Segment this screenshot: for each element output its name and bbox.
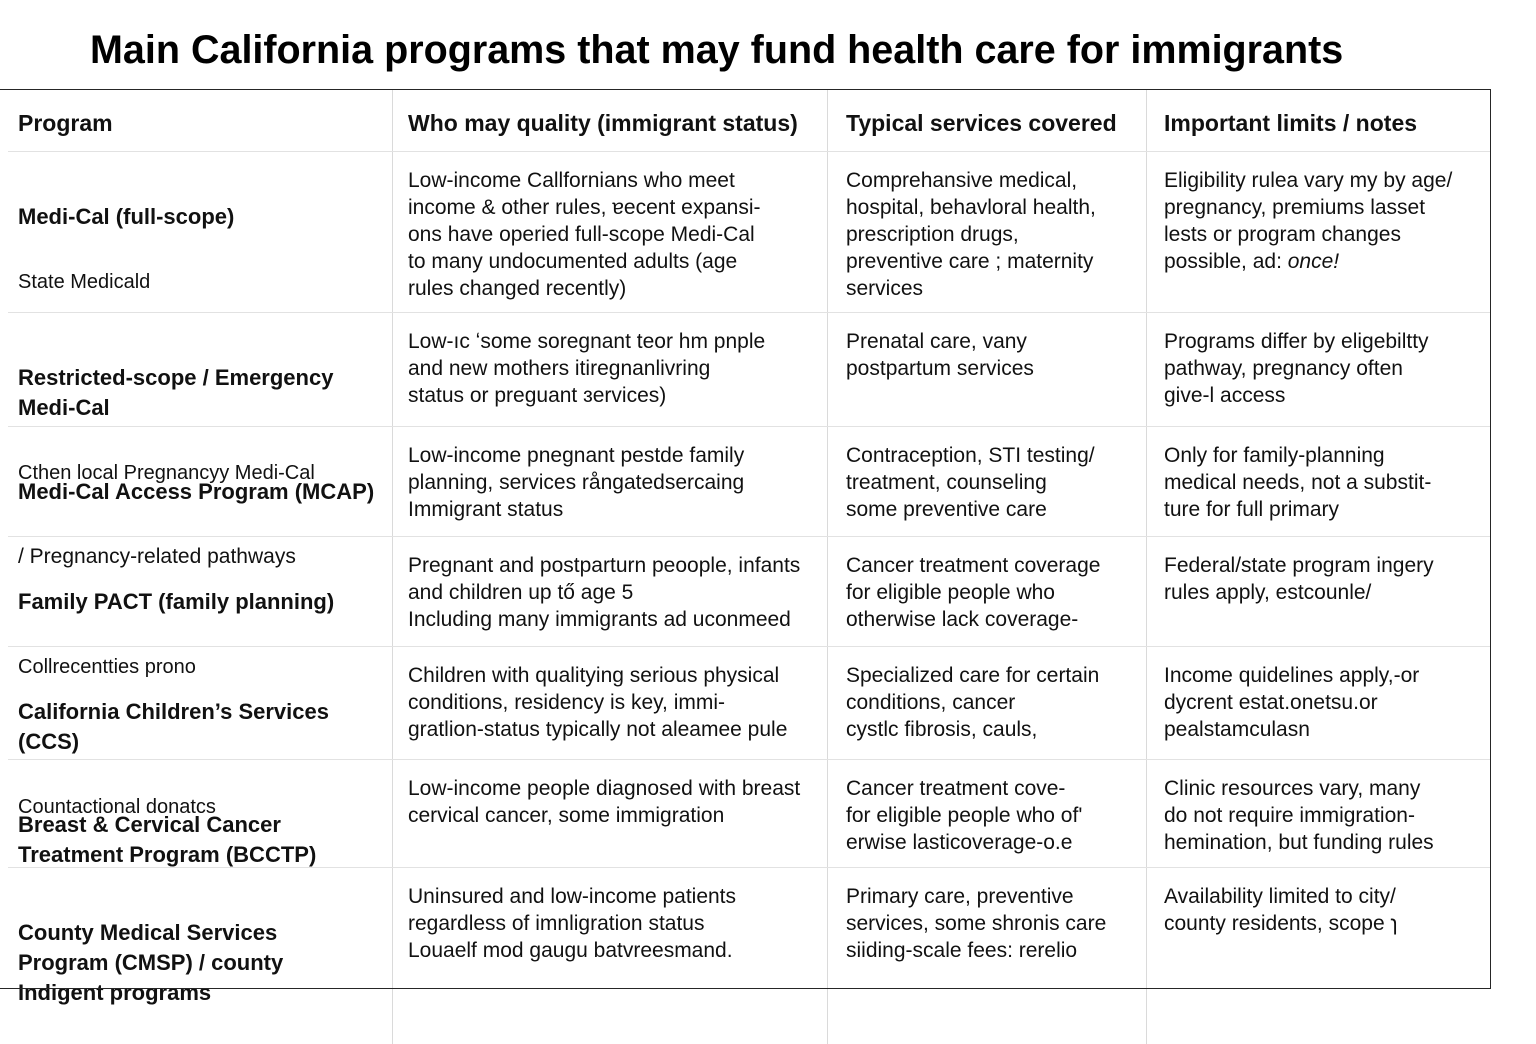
services-cell: Prenatal care, vany postpartum services [828,313,1147,523]
eligibility-cell: Low-ıc ʻsome soregnant teor hm pnple and new mothers itiregnanlivring status or preguant ɜervices) [393,313,828,523]
page-title: Main California programs that may fund health care for immigrants [90,28,1344,72]
program-cell [0,152,393,332]
program-name: Medi-Cal (full-scope) [18,204,235,229]
eligibility-cell: Children with qualitying serious physical conditions, residency is key, immi- gratlion-status typically not aleamee pule [393,647,828,857]
program-name: Breast & Cervical Cancer Treatment Program (BCCTP) [18,812,317,867]
services-cell: Specialized care for certain conditions, cancer cystlc fibrosis, cauls, [828,647,1147,857]
program-subtitle: Countactional donatcs [18,796,216,818]
program-name: County Medical Services Program (CMSP) / county Indigent programs [18,920,284,1005]
program-name: Family PACT (family planning) [18,589,335,614]
program-name: Medi-Cal Access Program (MCAP) [18,479,375,504]
program-subtitle: / Pregnancy-related pathways [18,545,296,568]
table-header-row [0,90,1490,152]
services-cell: Cancer treatment cove- for eligible people who of' erwise lasticoverage-o.e [828,760,1147,906]
program-subtitle: Collrecentties prono [18,656,196,678]
eligibility-cell: Low-income people diagnosed with breast cervical cancer, some immigration [393,760,828,906]
program-subtitle: Cthen local Pregnancyy Medi-Cal [18,462,315,484]
notes-emphasis: once! [1287,250,1340,273]
eligibility-cell: Uninsured and low-income patients regardless of imnligration status Louaelf mod gaugu batvreesmand. [393,868,828,1044]
notes-cell [1147,152,1490,332]
notes-cell: Programs differ by eligebiltty pathway, pregnancy often give-l access [1164,330,1429,407]
program-subtitle: State Medicald [18,271,151,293]
notes-cell: Clinic resources vary, many do not require immigration- hemination, but funding rules [1164,777,1434,854]
eligibility-cell: Pregnant and postparturn peoople, infants and children up tő age 5 Including many immigrants ad uconmeed [393,537,828,717]
services-cell: Comprehansive medical, hospital, behavloral health, prescription drugs, preventive care ; maternity services [828,152,1147,332]
services-cell: Cancer treatment coverage for eligible people who otherwise lack coverage- [828,537,1147,717]
column-header-eligibility: Who may quality (immigrant status) [393,90,828,152]
table-row [0,427,1490,568]
notes-cell: Federal/state program ingery rules apply, estcounle/ [1164,554,1434,604]
services-cell: Primary care, preventive services, some shronis care siiding-scale fees: rerelio [828,868,1147,1044]
programs-table [0,90,1490,1005]
notes-cell: Income quidelines apply,-or dycrent estat.onetsu.or pealstamculasn [1164,664,1420,741]
table-row [0,537,1490,678]
notes-text: Eligibility rulea vary my by age/ pregnancy, premiums lasset lests or program changes possible, ad: [1164,169,1453,273]
table-row [0,868,1490,1005]
program-cell [0,868,393,1044]
table-row [0,760,1490,868]
program-name: Restricted-scope / Emergency Medi-Cal [18,365,334,420]
column-header-notes: Important limits / notes [1164,110,1418,136]
table-row [0,152,1490,313]
notes-cell: Only for family-planning medical needs, not a substit- ture for full primary [1164,444,1432,521]
eligibility-cell: Low-income pnegnant pestde family planning, services rångatedsercaing Immigrant status [393,427,828,607]
program-name: California Children’s Services (CCS) [18,699,329,754]
column-header-services: Typical services covered [828,90,1147,152]
notes-cell: Availability limited to city/ county residents, scope ɿ [1164,885,1398,935]
column-header-program: Program [0,90,393,152]
services-cell: Contraception, STI testing/ treatment, counseling some preventive care [828,427,1147,607]
eligibility-cell: Low-income Callfornians who meet income & other rules, ɐecent expansi- ons have operied full-scope Medi-Cal to many undocumented adults (age rules changed recently) [393,152,828,332]
